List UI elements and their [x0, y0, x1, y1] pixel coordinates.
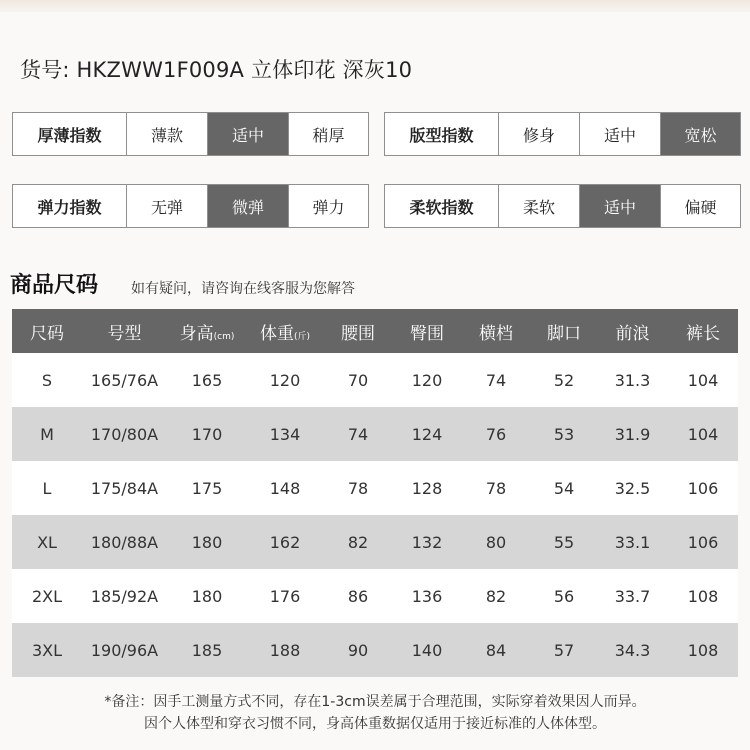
- table-cell: 140: [393, 623, 461, 677]
- table-cell: 54: [531, 461, 597, 515]
- index-option: 微弹: [208, 185, 289, 227]
- table-row: [12, 515, 738, 569]
- table-header-cell: [668, 309, 738, 353]
- index-label: 厚薄指数: [13, 113, 127, 155]
- footnote-line-1: *备注：因手工测量方式不同，存在1-3cm误差属于合理范围，实际穿着效果因人而异。: [104, 694, 646, 710]
- table-cell: 180: [167, 515, 247, 569]
- table-header-cell: [323, 309, 393, 353]
- table-cell: 165: [167, 353, 247, 407]
- table-cell: 31.9: [597, 407, 668, 461]
- index-option: 薄款: [127, 113, 208, 155]
- size-table: [12, 309, 738, 677]
- table-row: [12, 623, 738, 677]
- size-section-title: 商品尺码: [10, 273, 99, 298]
- index-label: 弹力指数: [13, 185, 127, 227]
- table-cell: 176: [247, 569, 323, 623]
- table-cell: 82: [461, 569, 531, 623]
- elasticity-index: [12, 184, 369, 228]
- index-option: 宽松: [661, 113, 740, 155]
- table-cell: 108: [668, 569, 738, 623]
- table-cell: 104: [668, 353, 738, 407]
- header-text: 尺码: [30, 323, 64, 344]
- table-cell: 78: [323, 461, 393, 515]
- table-cell: 132: [393, 515, 461, 569]
- table-cell: 33.1: [597, 515, 668, 569]
- table-cell: 175: [167, 461, 247, 515]
- table-header-cell: [393, 309, 461, 353]
- header-unit: (cm): [213, 331, 235, 342]
- table-cell: 78: [461, 461, 531, 515]
- table-cell: 33.7: [597, 569, 668, 623]
- table-cell: 90: [323, 623, 393, 677]
- product-code: 货号: HKZWW1F009A 立体印花 深灰10: [20, 58, 413, 82]
- table-cell: 175/84A: [82, 461, 167, 515]
- table-cell: 52: [531, 353, 597, 407]
- table-cell: 190/96A: [82, 623, 167, 677]
- table-cell: 136: [393, 569, 461, 623]
- table-header-row: [12, 309, 738, 353]
- table-header-cell: [82, 309, 167, 353]
- index-option: 修身: [499, 113, 580, 155]
- index-option: 稍厚: [312, 125, 345, 145]
- table-row: [12, 461, 738, 515]
- index-option: 弹力: [312, 197, 345, 217]
- header-text: 脚口: [547, 323, 581, 344]
- table-cell: 120: [393, 353, 461, 407]
- table-body: [12, 353, 738, 677]
- header-text: 体重: [259, 323, 294, 344]
- table-header-cell: [12, 309, 82, 353]
- index-option: 适中: [208, 113, 289, 155]
- table-cell: 76: [461, 407, 531, 461]
- table-cell: 106: [668, 461, 738, 515]
- header-text: 裤长: [686, 323, 720, 344]
- header-text: 腰围: [341, 323, 375, 344]
- table-cell: 32.5: [597, 461, 668, 515]
- table-cell: 34.3: [597, 623, 668, 677]
- table-header-cell: [531, 309, 597, 353]
- table-cell: 120: [247, 353, 323, 407]
- index-label: 柔软指数: [385, 185, 499, 227]
- header-text: 身高: [179, 323, 214, 344]
- table-cell: 108: [668, 623, 738, 677]
- table-cell: 170/80A: [82, 407, 167, 461]
- table-cell: 180: [167, 569, 247, 623]
- table-cell: 188: [247, 623, 323, 677]
- table-cell: L: [12, 461, 82, 515]
- table-header-cell: [461, 309, 531, 353]
- table-cell: 170: [167, 407, 247, 461]
- table-cell: 180/88A: [82, 515, 167, 569]
- table-cell: 31.3: [597, 353, 668, 407]
- table-header-cell: [247, 309, 323, 353]
- top-decor-strip: [0, 0, 750, 12]
- header-text: 号型: [107, 323, 142, 344]
- table-cell: 185/92A: [82, 569, 167, 623]
- index-option: 适中: [580, 185, 661, 227]
- index-option: 无弹: [127, 185, 208, 227]
- fit-index: [384, 112, 741, 156]
- header-unit: (斤): [293, 331, 311, 342]
- table-cell: 162: [247, 515, 323, 569]
- index-option: 偏硬: [684, 197, 717, 217]
- index-option: 适中: [580, 113, 661, 155]
- table-cell: 148: [247, 461, 323, 515]
- table-header-cell: [167, 309, 247, 353]
- softness-index: [384, 184, 741, 228]
- table-cell: 134: [247, 407, 323, 461]
- table-cell: 185: [167, 623, 247, 677]
- thickness-index: [12, 112, 369, 156]
- table-cell: M: [12, 407, 82, 461]
- table-cell: 74: [461, 353, 531, 407]
- table-cell: 74: [323, 407, 393, 461]
- table-cell: 104: [668, 407, 738, 461]
- table-cell: 57: [531, 623, 597, 677]
- table-cell: 53: [531, 407, 597, 461]
- table-row: [12, 407, 738, 461]
- table-cell: 3XL: [12, 623, 82, 677]
- table-cell: S: [12, 353, 82, 407]
- table-cell: 86: [323, 569, 393, 623]
- size-section-subtitle: 如有疑问，请咨询在线客服为您解答: [131, 281, 355, 297]
- header-text: 横档: [479, 323, 513, 344]
- table-header-cell: [597, 309, 668, 353]
- table-cell: 82: [323, 515, 393, 569]
- index-option: 柔软: [499, 185, 580, 227]
- table-cell: 165/76A: [82, 353, 167, 407]
- footnote-line-2: 因个人体型和穿衣习惯不同，身高体重数据仅适用于接近标准的人体体型。: [144, 716, 606, 732]
- table-cell: 128: [393, 461, 461, 515]
- table-cell: 2XL: [12, 569, 82, 623]
- index-label: 版型指数: [385, 113, 499, 155]
- header-text: 前浪: [615, 323, 650, 344]
- table-cell: 55: [531, 515, 597, 569]
- table-cell: 80: [461, 515, 531, 569]
- table-cell: 106: [668, 515, 738, 569]
- table-cell: 70: [323, 353, 393, 407]
- table-cell: 84: [461, 623, 531, 677]
- table-row: [12, 569, 738, 623]
- header-text: 臀围: [410, 323, 444, 344]
- table-cell: XL: [12, 515, 82, 569]
- table-row: [12, 353, 738, 407]
- table-cell: 56: [531, 569, 597, 623]
- table-cell: 124: [393, 407, 461, 461]
